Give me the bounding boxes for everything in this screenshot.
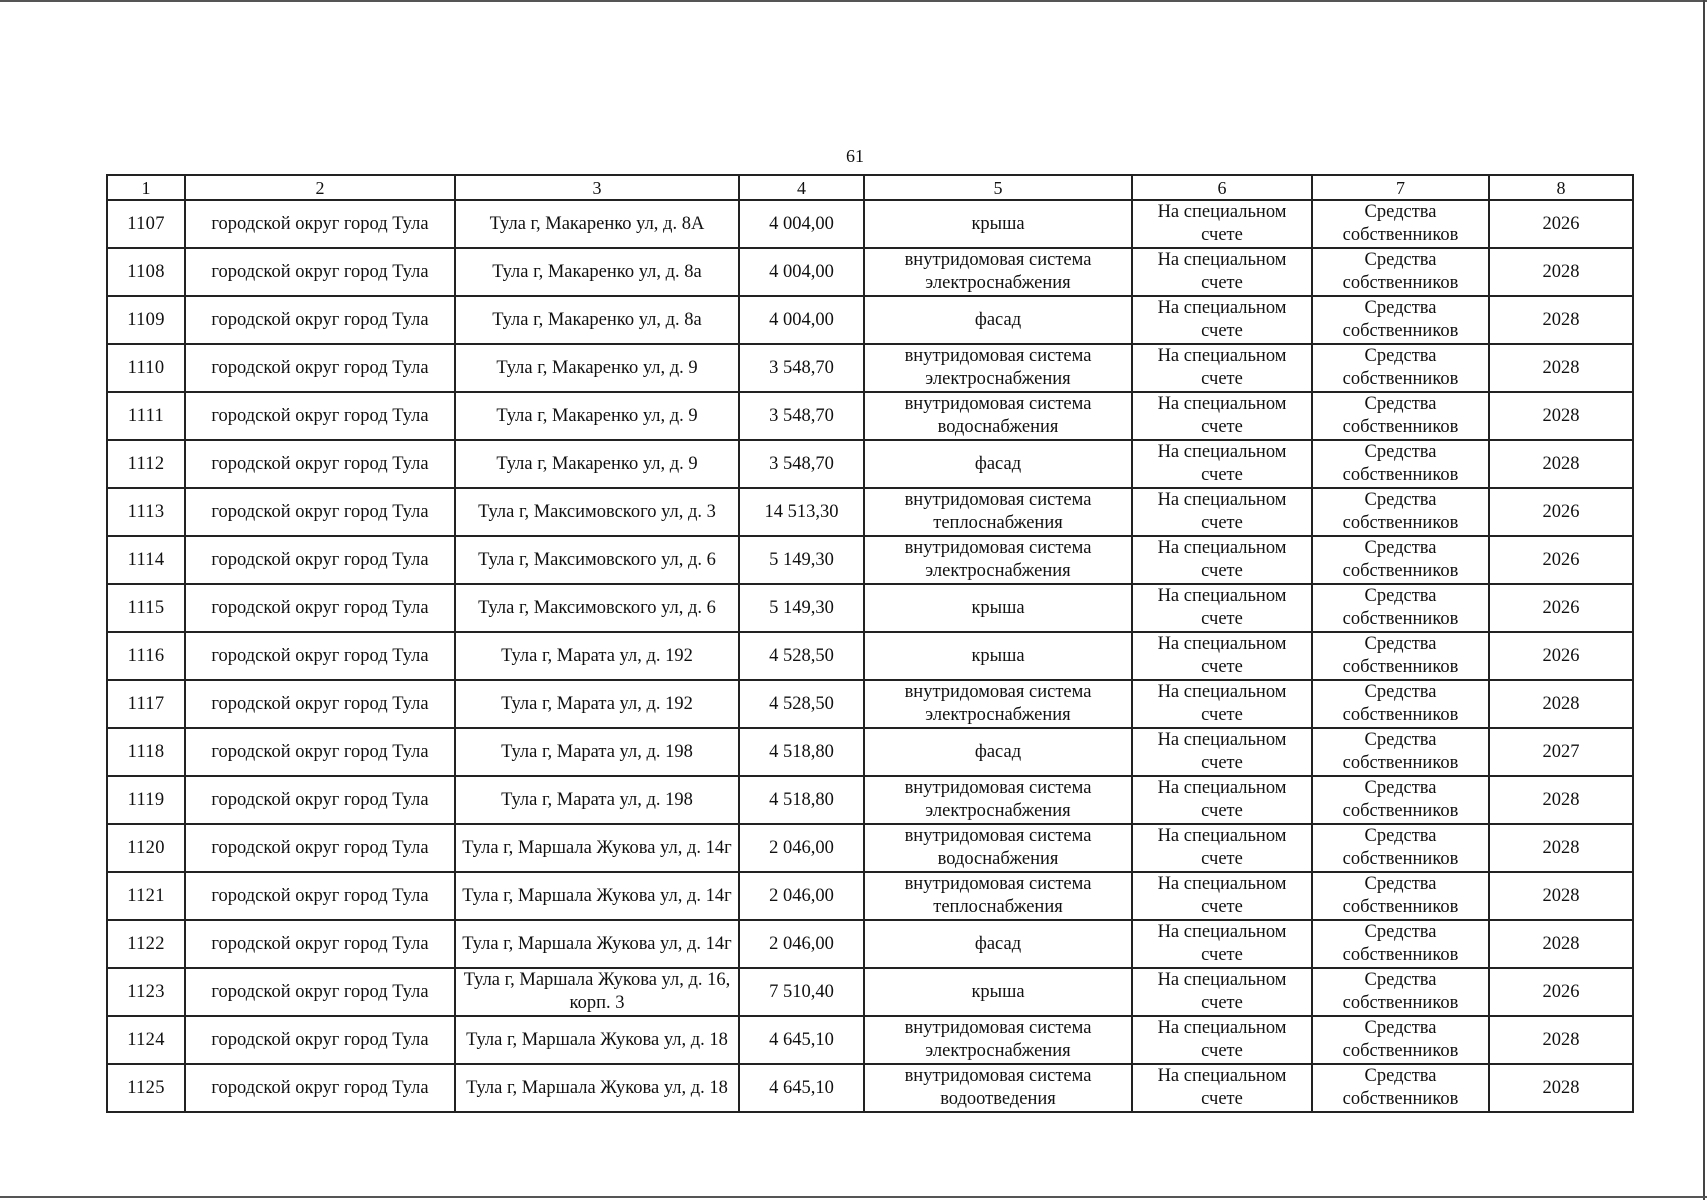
area-cell: 5 149,30 (739, 536, 864, 584)
funding-source-cell: Средства собственников (1312, 632, 1489, 680)
table-row (107, 680, 1633, 728)
municipality-cell: городской округ город Тула (185, 296, 455, 344)
work-type-cell: внутридомовая система водоснабжения (864, 824, 1132, 872)
address-cell: Тула г, Макаренко ул, д. 9 (455, 344, 739, 392)
work-type-cell: фасад (864, 728, 1132, 776)
work-type-cell: крыша (864, 632, 1132, 680)
column-header: 1 (107, 175, 185, 200)
address-cell: Тула г, Марата ул, д. 198 (455, 776, 739, 824)
row-number-cell: 1120 (107, 824, 185, 872)
table-row (107, 824, 1633, 872)
fund-account-cell: На специальном счете (1132, 776, 1312, 824)
area-cell: 7 510,40 (739, 968, 864, 1016)
municipality-cell: городской округ город Тула (185, 968, 455, 1016)
funding-source-cell: Средства собственников (1312, 248, 1489, 296)
funding-source-cell: Средства собственников (1312, 680, 1489, 728)
area-cell: 2 046,00 (739, 920, 864, 968)
column-header: 4 (739, 175, 864, 200)
row-number-cell: 1118 (107, 728, 185, 776)
address-cell: Тула г, Макаренко ул, д. 8а (455, 296, 739, 344)
funding-source-cell: Средства собственников (1312, 1016, 1489, 1064)
row-number-cell: 1125 (107, 1064, 185, 1112)
work-type-cell: фасад (864, 296, 1132, 344)
municipality-cell: городской округ город Тула (185, 872, 455, 920)
municipality-cell: городской округ город Тула (185, 632, 455, 680)
municipality-cell: городской округ город Тула (185, 248, 455, 296)
address-cell: Тула г, Макаренко ул, д. 8а (455, 248, 739, 296)
funding-source-cell: Средства собственников (1312, 584, 1489, 632)
area-cell: 3 548,70 (739, 392, 864, 440)
area-cell: 4 004,00 (739, 296, 864, 344)
column-header: 5 (864, 175, 1132, 200)
municipality-cell: городской округ город Тула (185, 1016, 455, 1064)
funding-source-cell: Средства собственников (1312, 920, 1489, 968)
table-row (107, 728, 1633, 776)
year-cell: 2028 (1489, 872, 1633, 920)
area-cell: 3 548,70 (739, 440, 864, 488)
fund-account-cell: На специальном счете (1132, 728, 1312, 776)
year-cell: 2028 (1489, 824, 1633, 872)
funding-source-cell: Средства собственников (1312, 728, 1489, 776)
fund-account-cell: На специальном счете (1132, 824, 1312, 872)
fund-account-cell: На специальном счете (1132, 296, 1312, 344)
fund-account-cell: На специальном счете (1132, 920, 1312, 968)
year-cell: 2026 (1489, 632, 1633, 680)
area-cell: 4 528,50 (739, 632, 864, 680)
year-cell: 2026 (1489, 968, 1633, 1016)
row-number-cell: 1123 (107, 968, 185, 1016)
year-cell: 2028 (1489, 344, 1633, 392)
fund-account-cell: На специальном счете (1132, 440, 1312, 488)
table-row (107, 776, 1633, 824)
row-number-cell: 1116 (107, 632, 185, 680)
work-type-cell: внутридомовая система электроснабжения (864, 536, 1132, 584)
area-cell: 14 513,30 (739, 488, 864, 536)
year-cell: 2026 (1489, 488, 1633, 536)
year-cell: 2028 (1489, 776, 1633, 824)
funding-source-cell: Средства собственников (1312, 200, 1489, 248)
year-cell: 2028 (1489, 296, 1633, 344)
year-cell: 2028 (1489, 440, 1633, 488)
year-cell: 2028 (1489, 920, 1633, 968)
row-number-cell: 1112 (107, 440, 185, 488)
work-type-cell: внутридомовая система электроснабжения (864, 344, 1132, 392)
municipality-cell: городской округ город Тула (185, 728, 455, 776)
row-number-cell: 1113 (107, 488, 185, 536)
year-cell: 2026 (1489, 536, 1633, 584)
work-type-cell: внутридомовая система электроснабжения (864, 248, 1132, 296)
page-number: 61 (846, 146, 864, 166)
fund-account-cell: На специальном счете (1132, 1064, 1312, 1112)
fund-account-cell: На специальном счете (1132, 344, 1312, 392)
work-type-cell: внутридомовая система теплоснабжения (864, 488, 1132, 536)
address-cell: Тула г, Маршала Жукова ул, д. 14г (455, 824, 739, 872)
row-number-cell: 1119 (107, 776, 185, 824)
fund-account-cell: На специальном счете (1132, 632, 1312, 680)
row-number-cell: 1114 (107, 536, 185, 584)
table-row (107, 968, 1633, 1016)
scan-border-top (0, 0, 1707, 2)
table-row (107, 920, 1633, 968)
area-cell: 2 046,00 (739, 824, 864, 872)
area-cell: 2 046,00 (739, 872, 864, 920)
municipality-cell: городской округ город Тула (185, 392, 455, 440)
work-type-cell: внутридомовая система водоснабжения (864, 392, 1132, 440)
area-cell: 4 645,10 (739, 1064, 864, 1112)
funding-source-cell: Средства собственников (1312, 872, 1489, 920)
year-cell: 2028 (1489, 1064, 1633, 1112)
address-cell: Тула г, Марата ул, д. 198 (455, 728, 739, 776)
row-number-cell: 1124 (107, 1016, 185, 1064)
funding-source-cell: Средства собственников (1312, 488, 1489, 536)
municipality-cell: городской округ город Тула (185, 1064, 455, 1112)
table-row (107, 536, 1633, 584)
municipality-cell: городской округ город Тула (185, 920, 455, 968)
scan-border-bottom (0, 1196, 1707, 1198)
funding-source-cell: Средства собственников (1312, 440, 1489, 488)
municipality-cell: городской округ город Тула (185, 680, 455, 728)
municipality-cell: городской округ город Тула (185, 488, 455, 536)
area-cell: 5 149,30 (739, 584, 864, 632)
work-type-cell: внутридомовая система теплоснабжения (864, 872, 1132, 920)
row-number-cell: 1117 (107, 680, 185, 728)
year-cell: 2027 (1489, 728, 1633, 776)
address-cell: Тула г, Маршала Жукова ул, д. 18 (455, 1064, 739, 1112)
year-cell: 2028 (1489, 248, 1633, 296)
work-type-cell: внутридомовая система электроснабжения (864, 680, 1132, 728)
column-header: 7 (1312, 175, 1489, 200)
fund-account-cell: На специальном счете (1132, 872, 1312, 920)
funding-source-cell: Средства собственников (1312, 1064, 1489, 1112)
row-number-cell: 1107 (107, 200, 185, 248)
funding-source-cell: Средства собственников (1312, 296, 1489, 344)
work-type-cell: внутридомовая система электроснабжения (864, 1016, 1132, 1064)
table-row (107, 440, 1633, 488)
work-type-cell: фасад (864, 920, 1132, 968)
funding-source-cell: Средства собственников (1312, 968, 1489, 1016)
work-type-cell: крыша (864, 200, 1132, 248)
year-cell: 2026 (1489, 584, 1633, 632)
table-row (107, 344, 1633, 392)
municipality-cell: городской округ город Тула (185, 584, 455, 632)
column-number-row (107, 175, 1633, 200)
row-number-cell: 1121 (107, 872, 185, 920)
area-cell: 4 004,00 (739, 248, 864, 296)
table-row (107, 584, 1633, 632)
table-row (107, 392, 1633, 440)
table-row (107, 1016, 1633, 1064)
registry-table (106, 174, 1634, 1113)
funding-source-cell: Средства собственников (1312, 392, 1489, 440)
year-cell: 2026 (1489, 200, 1633, 248)
row-number-cell: 1110 (107, 344, 185, 392)
year-cell: 2028 (1489, 392, 1633, 440)
municipality-cell: городской округ город Тула (185, 200, 455, 248)
column-header: 2 (185, 175, 455, 200)
year-cell: 2028 (1489, 680, 1633, 728)
address-cell: Тула г, Макаренко ул, д. 8А (455, 200, 739, 248)
area-cell: 4 528,50 (739, 680, 864, 728)
municipality-cell: городской округ город Тула (185, 440, 455, 488)
column-header: 8 (1489, 175, 1633, 200)
fund-account-cell: На специальном счете (1132, 536, 1312, 584)
address-cell: Тула г, Маршала Жукова ул, д. 16, корп. 3 (455, 968, 739, 1016)
area-cell: 4 004,00 (739, 200, 864, 248)
row-number-cell: 1122 (107, 920, 185, 968)
funding-source-cell: Средства собственников (1312, 776, 1489, 824)
year-cell: 2028 (1489, 1016, 1633, 1064)
table-row (107, 872, 1633, 920)
work-type-cell: фасад (864, 440, 1132, 488)
work-type-cell: внутридомовая система электроснабжения (864, 776, 1132, 824)
municipality-cell: городской округ город Тула (185, 536, 455, 584)
fund-account-cell: На специальном счете (1132, 392, 1312, 440)
row-number-cell: 1111 (107, 392, 185, 440)
address-cell: Тула г, Максимовского ул, д. 6 (455, 584, 739, 632)
funding-source-cell: Средства собственников (1312, 536, 1489, 584)
table-row (107, 488, 1633, 536)
funding-source-cell: Средства собственников (1312, 824, 1489, 872)
fund-account-cell: На специальном счете (1132, 488, 1312, 536)
area-cell: 4 645,10 (739, 1016, 864, 1064)
table-row (107, 1064, 1633, 1112)
work-type-cell: крыша (864, 968, 1132, 1016)
address-cell: Тула г, Маршала Жукова ул, д. 14г (455, 920, 739, 968)
table-row (107, 296, 1633, 344)
fund-account-cell: На специальном счете (1132, 680, 1312, 728)
row-number-cell: 1108 (107, 248, 185, 296)
work-type-cell: крыша (864, 584, 1132, 632)
address-cell: Тула г, Маршала Жукова ул, д. 18 (455, 1016, 739, 1064)
area-cell: 4 518,80 (739, 728, 864, 776)
fund-account-cell: На специальном счете (1132, 584, 1312, 632)
municipality-cell: городской округ город Тула (185, 776, 455, 824)
area-cell: 3 548,70 (739, 344, 864, 392)
column-header: 3 (455, 175, 739, 200)
address-cell: Тула г, Маршала Жукова ул, д. 14г (455, 872, 739, 920)
fund-account-cell: На специальном счете (1132, 968, 1312, 1016)
scan-border-right (1703, 0, 1705, 1200)
work-type-cell: внутридомовая система водоотведения (864, 1064, 1132, 1112)
column-header: 6 (1132, 175, 1312, 200)
table-row (107, 200, 1633, 248)
address-cell: Тула г, Марата ул, д. 192 (455, 680, 739, 728)
row-number-cell: 1109 (107, 296, 185, 344)
fund-account-cell: На специальном счете (1132, 200, 1312, 248)
fund-account-cell: На специальном счете (1132, 1016, 1312, 1064)
row-number-cell: 1115 (107, 584, 185, 632)
table-row (107, 632, 1633, 680)
address-cell: Тула г, Максимовского ул, д. 3 (455, 488, 739, 536)
address-cell: Тула г, Макаренко ул, д. 9 (455, 440, 739, 488)
table-body (107, 200, 1633, 1112)
address-cell: Тула г, Макаренко ул, д. 9 (455, 392, 739, 440)
area-cell: 4 518,80 (739, 776, 864, 824)
funding-source-cell: Средства собственников (1312, 344, 1489, 392)
address-cell: Тула г, Максимовского ул, д. 6 (455, 536, 739, 584)
municipality-cell: городской округ город Тула (185, 824, 455, 872)
municipality-cell: городской округ город Тула (185, 344, 455, 392)
fund-account-cell: На специальном счете (1132, 248, 1312, 296)
table-row (107, 248, 1633, 296)
address-cell: Тула г, Марата ул, д. 192 (455, 632, 739, 680)
